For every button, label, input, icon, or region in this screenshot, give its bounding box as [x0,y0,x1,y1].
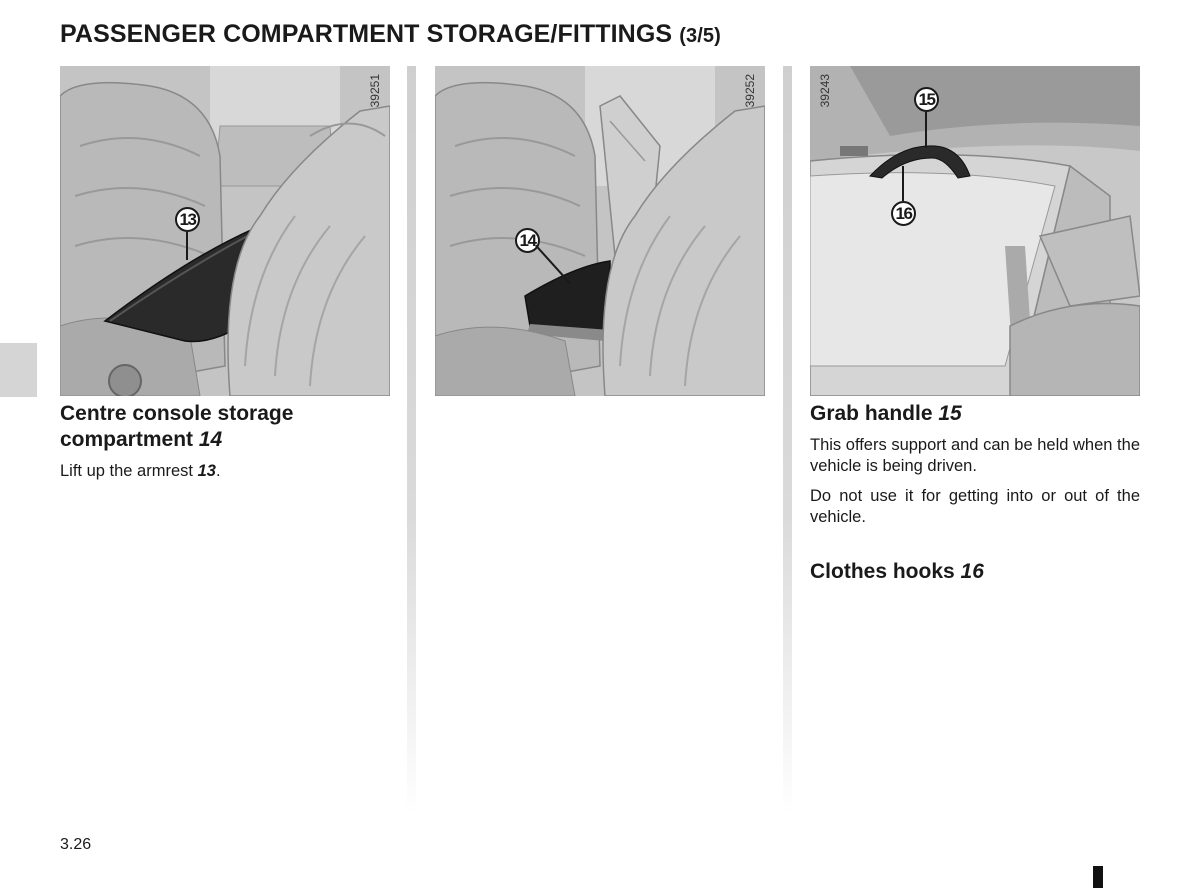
grab-handle-ref: 15 [938,402,962,425]
column-divider-right [783,66,792,816]
clothes-hooks-ref: 16 [960,560,984,583]
figure-armrest [60,66,390,396]
console-storage-ref: 14 [198,428,223,451]
callout-15-marker: 15 [914,87,939,112]
grab-handle-illustration [810,66,1140,396]
page-of-indicator: (3/5) [679,25,721,47]
grab-handle-paragraph-1: This offers support and can be held when the vehicle is being driven. [810,436,1140,475]
page-number: 3.26 [60,836,92,853]
callout-14-marker: 14 [515,228,540,253]
callout-16-marker: 16 [891,201,916,226]
grab-handle-paragraph-2: Do not use it for getting into or out of the vehicle. [810,487,1140,526]
figure-grab-handle [810,66,1140,396]
console-storage-illustration [435,66,765,396]
armrest-illustration [60,66,390,396]
figure-code: 39251 [368,74,382,108]
clothes-hooks-heading: Clothes hooks 16 [810,560,984,583]
armrest-ref: 13 [197,462,216,480]
column-divider-left [407,66,416,816]
figure-code: 39243 [818,74,832,108]
figure-code: 39252 [743,74,757,108]
grab-handle-heading: Grab handle 15 [810,402,962,425]
chapter-tab [0,343,37,397]
console-storage-heading: Centre console storage compartment 14 [60,402,294,451]
callout-15-leader [925,112,927,148]
page-title: PASSENGER COMPARTMENT STORAGE/FITTINGS (3/5) [60,20,721,48]
figure-console-storage [435,66,765,396]
console-storage-instruction: Lift up the armrest 13. [60,462,221,480]
callout-13-marker: 13 [175,207,200,232]
corner-mark [1093,866,1103,888]
callout-16-leader [902,166,904,201]
callout-13-leader [186,232,188,260]
